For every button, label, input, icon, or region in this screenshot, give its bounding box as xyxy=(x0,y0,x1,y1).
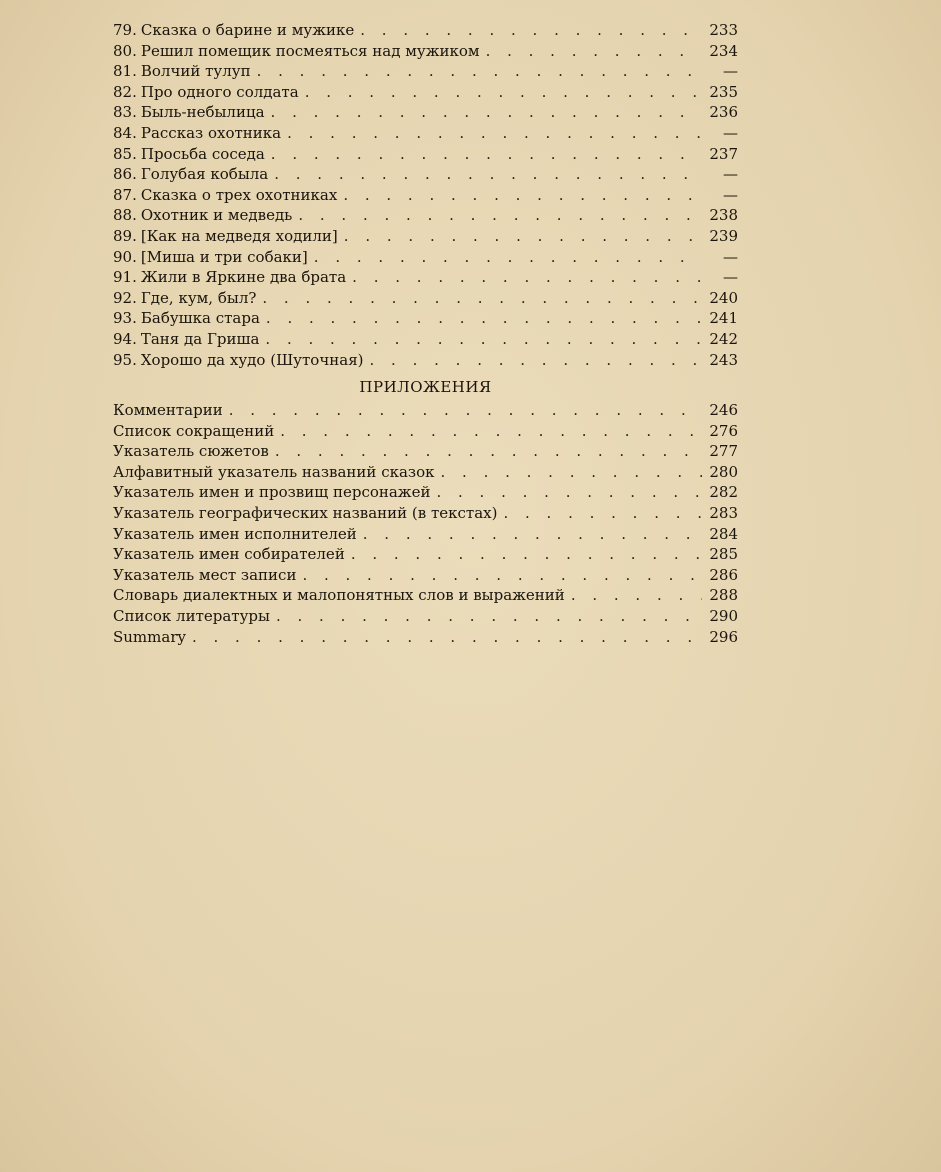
entry-page-number: — xyxy=(723,62,738,81)
dot-leader xyxy=(302,565,702,586)
dot-leader xyxy=(257,61,702,82)
dot-leader xyxy=(262,288,702,309)
dot-leader xyxy=(274,164,702,185)
entry-number: 91. xyxy=(113,268,137,287)
entry-title: [Миша и три собаки] xyxy=(140,247,308,266)
dot-leader xyxy=(343,185,702,206)
entry-page-number: 283 xyxy=(709,504,738,523)
entry-page-number: 284 xyxy=(709,524,738,543)
dot-leader xyxy=(305,82,702,103)
dot-leader xyxy=(229,400,702,421)
toc-entry xyxy=(113,20,738,41)
entry-page-number: 286 xyxy=(709,565,738,584)
entry-page-number: 243 xyxy=(709,350,738,369)
toc-entry xyxy=(113,144,738,165)
entry-title: Голубая кобыла xyxy=(140,165,269,184)
toc-entry xyxy=(113,482,738,503)
dot-leader xyxy=(275,441,702,462)
dot-leader xyxy=(360,20,702,41)
entry-page-number: 241 xyxy=(709,309,738,328)
dot-leader xyxy=(287,123,702,144)
entry-title: Про одного солдата xyxy=(140,82,299,101)
entry-title: Указатель имен собирателей xyxy=(113,545,345,564)
dot-leader xyxy=(370,350,702,371)
entry-title: Жили в Яркине два брата xyxy=(140,268,347,287)
entry-page-number: 288 xyxy=(709,586,738,605)
entry-number: 82. xyxy=(113,82,137,101)
dot-leader xyxy=(571,585,702,606)
dot-leader xyxy=(351,544,702,565)
entry-page-number: 282 xyxy=(709,483,738,502)
entry-page-number: 246 xyxy=(709,401,738,420)
entry-number: 88. xyxy=(113,206,137,225)
entry-title: Комментарии xyxy=(113,401,223,420)
entry-page-number: 233 xyxy=(709,21,738,39)
entry-title: Хорошо да худо (Шуточная) xyxy=(140,350,364,369)
entry-title: Просьба соседа xyxy=(140,144,265,163)
toc-entry xyxy=(113,524,738,545)
dot-leader xyxy=(441,462,703,483)
entry-page-number: 239 xyxy=(709,226,738,245)
entry-title: Summary xyxy=(113,627,186,646)
entry-page-number: — xyxy=(723,247,738,266)
toc-entry xyxy=(113,400,738,421)
entry-page-number: 276 xyxy=(709,421,738,440)
toc-entry xyxy=(113,329,738,350)
dot-leader xyxy=(271,102,702,123)
dot-leader xyxy=(486,41,702,62)
dot-leader xyxy=(436,482,702,503)
entry-page-number: 277 xyxy=(709,442,738,461)
entry-title: Рассказ охотника xyxy=(140,123,282,142)
toc-entry xyxy=(113,61,738,82)
tales-list xyxy=(113,20,738,370)
dot-leader xyxy=(363,524,702,545)
dot-leader xyxy=(298,205,702,226)
entry-number: 84. xyxy=(113,123,137,142)
toc-entry xyxy=(113,565,738,586)
toc-entry xyxy=(113,585,738,606)
toc-entry xyxy=(113,421,738,442)
toc-entry xyxy=(113,350,738,371)
entry-page-number: 290 xyxy=(709,607,738,626)
toc-entry xyxy=(113,308,738,329)
entry-number: 93. xyxy=(113,309,137,328)
entry-title: Словарь диалектных и малопонятных слов и выражений xyxy=(113,586,565,605)
toc-entry xyxy=(113,82,738,103)
entry-number: 90. xyxy=(113,247,137,266)
entry-number: 92. xyxy=(113,288,137,307)
entry-page-number: 285 xyxy=(709,545,738,564)
entry-title: Волчий тулуп xyxy=(140,62,251,81)
entry-page-number: 235 xyxy=(709,82,738,101)
toc-entry xyxy=(113,462,738,483)
dot-leader xyxy=(352,267,702,288)
dot-leader xyxy=(280,421,702,442)
entry-page-number: 238 xyxy=(709,206,738,225)
dot-leader xyxy=(276,606,702,627)
entry-number: 89. xyxy=(113,226,137,245)
entry-number: 80. xyxy=(113,41,137,60)
entry-title: Охотник и медведь xyxy=(140,206,293,225)
toc-entry xyxy=(113,185,738,206)
entry-title: Указатель имен исполнителей xyxy=(113,524,357,543)
entry-page-number: 234 xyxy=(709,41,738,60)
entry-page-number: 296 xyxy=(709,627,738,646)
entry-title: Список сокращений xyxy=(113,421,275,440)
entry-number: 85. xyxy=(113,144,137,163)
entry-number: 83. xyxy=(113,103,137,122)
dot-leader xyxy=(314,247,702,268)
entry-page-number: 236 xyxy=(709,103,738,122)
entry-title: Список литературы xyxy=(113,607,270,626)
entry-page-number: — xyxy=(723,185,738,204)
toc-entry xyxy=(113,123,738,144)
entry-page-number: — xyxy=(723,268,738,287)
entry-title: Где, кум, был? xyxy=(140,288,257,307)
entry-number: 95. xyxy=(113,350,137,369)
toc-entry xyxy=(113,226,738,247)
entry-page-number: 280 xyxy=(709,462,738,481)
toc-entry xyxy=(113,606,738,627)
entry-number: 94. xyxy=(113,329,137,348)
entry-title: Сказка о трех охотниках xyxy=(140,185,338,204)
entry-number: 87. xyxy=(113,185,137,204)
toc-entry xyxy=(113,544,738,565)
entry-page-number: — xyxy=(723,165,738,184)
entry-title: Быль-небылица xyxy=(140,103,265,122)
toc-entry xyxy=(113,441,738,462)
toc-entry xyxy=(113,102,738,123)
entry-page-number: 240 xyxy=(709,288,738,307)
entry-number: 79. xyxy=(113,21,137,39)
dot-leader xyxy=(265,329,702,350)
dot-leader xyxy=(271,144,702,165)
entry-title: Решил помещик посмеяться над мужиком xyxy=(140,41,480,60)
dot-leader xyxy=(503,503,702,524)
entry-title: Указатель географических названий (в текстах) xyxy=(113,504,498,523)
appendix-heading: ПРИЛОЖЕНИЯ xyxy=(359,378,492,397)
table-of-contents xyxy=(113,20,738,647)
appendix-list xyxy=(113,400,738,647)
dot-leader xyxy=(344,226,702,247)
entry-page-number: 237 xyxy=(709,144,738,163)
entry-number: 81. xyxy=(113,62,137,81)
dot-leader xyxy=(192,627,702,648)
toc-entry xyxy=(113,164,738,185)
entry-title: Указатель имен и прозвищ персонажей xyxy=(113,483,431,502)
toc-entry xyxy=(113,247,738,268)
entry-title: Таня да Гриша xyxy=(140,329,260,348)
entry-page-number: — xyxy=(723,123,738,142)
entry-title: Сказка о барине и мужике xyxy=(140,21,355,39)
toc-entry xyxy=(113,205,738,226)
toc-entry xyxy=(113,503,738,524)
toc-entry xyxy=(113,267,738,288)
entry-page-number: 242 xyxy=(709,329,738,348)
dot-leader xyxy=(266,308,702,329)
entry-title: Бабушка стара xyxy=(140,309,260,328)
entry-number: 86. xyxy=(113,165,137,184)
toc-entry xyxy=(113,41,738,62)
toc-entry xyxy=(113,288,738,309)
entry-title: Алфавитный указатель названий сказок xyxy=(113,462,435,481)
entry-title: [Как на медведя ходили] xyxy=(140,226,338,245)
entry-title: Указатель сюжетов xyxy=(113,442,269,461)
entry-title: Указатель мест записи xyxy=(113,565,297,584)
toc-entry xyxy=(113,627,738,648)
